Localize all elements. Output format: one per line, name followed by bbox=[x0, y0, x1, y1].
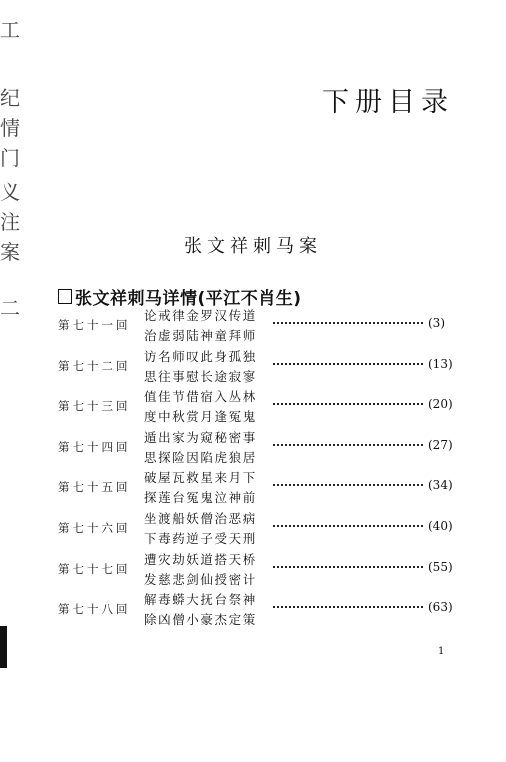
chapter-group-title: 张文祥刺马详情(平江不肖生) bbox=[75, 289, 302, 309]
chapter-title bbox=[144, 306, 257, 346]
spine-bleed bbox=[0, 0, 20, 762]
section-heading: 下册目录 bbox=[322, 87, 454, 118]
page-reference: (40) bbox=[428, 518, 453, 533]
dot-leader bbox=[273, 606, 423, 608]
dot-leader bbox=[273, 444, 423, 446]
spine-mark: 工 bbox=[0, 18, 20, 42]
chapter-title-line: 坐渡船妖僧治恶病 bbox=[144, 510, 257, 526]
toc-entry[interactable] bbox=[58, 347, 458, 388]
toc-entry[interactable] bbox=[58, 468, 458, 509]
chapter-number: 第七十一回 bbox=[58, 318, 131, 332]
chapter-title-line: 访名师叹此身孤独 bbox=[144, 348, 257, 364]
page-reference: (20) bbox=[428, 397, 453, 412]
chapter-title-line: 破屋瓦救星来月下 bbox=[144, 470, 257, 486]
chapter-number: 第七十八回 bbox=[58, 602, 131, 617]
spine-mark: 二 bbox=[0, 296, 20, 320]
page-reference: (3) bbox=[428, 316, 445, 330]
dot-leader bbox=[273, 322, 423, 324]
chapter-title-line: 解毒蟒大抚台祭神 bbox=[144, 592, 257, 608]
chapter-title-line: 下毒药逆子受天刑 bbox=[144, 530, 257, 546]
page-reference: (27) bbox=[428, 437, 453, 452]
chapter-title-line: 探莲台冤鬼泣神前 bbox=[144, 490, 257, 506]
chapter-title bbox=[144, 550, 257, 590]
chapter-number: 第七十三回 bbox=[58, 399, 131, 414]
toc-entry[interactable] bbox=[58, 550, 458, 591]
spine-dark-bar bbox=[0, 626, 7, 668]
chapter-title-line: 度中秋赏月逢冤鬼 bbox=[144, 409, 257, 425]
page-reference: (13) bbox=[428, 356, 453, 371]
chapter-title bbox=[144, 509, 257, 549]
chapter-number: 第七十六回 bbox=[58, 520, 131, 535]
chapter-title-line: 遭灾劫妖道搭天桥 bbox=[144, 551, 257, 567]
spine-mark: 注 bbox=[0, 210, 20, 234]
chapter-title bbox=[144, 347, 257, 387]
chapter-title-line: 发慈悲剑仙授密计 bbox=[144, 571, 257, 587]
table-of-contents bbox=[58, 306, 458, 631]
chapter-number: 第七十四回 bbox=[58, 439, 131, 454]
chapter-title-line: 论戒律金罗汉传道 bbox=[144, 308, 257, 323]
toc-entry[interactable] bbox=[58, 428, 458, 469]
spine-mark: 义 bbox=[0, 180, 20, 204]
chapter-title-line: 值佳节借宿入丛林 bbox=[144, 389, 257, 405]
page-reference: (34) bbox=[428, 478, 453, 493]
chapter-title-line: 遁出家为窥秘密事 bbox=[144, 429, 257, 445]
toc-entry[interactable] bbox=[58, 509, 458, 550]
dot-leader bbox=[273, 403, 423, 405]
checkbox-square-icon bbox=[58, 289, 72, 304]
toc-entry[interactable] bbox=[58, 306, 458, 347]
spine-mark: 案 bbox=[0, 240, 20, 264]
page-number: 1 bbox=[438, 646, 445, 657]
dot-leader bbox=[273, 566, 423, 568]
chapter-number: 第七十二回 bbox=[58, 358, 131, 373]
chapter-number: 第七十五回 bbox=[58, 480, 131, 495]
chapter-title bbox=[144, 468, 257, 508]
spine-mark: 纪 bbox=[0, 86, 20, 110]
dot-leader bbox=[273, 525, 423, 527]
page-reference: (63) bbox=[428, 600, 453, 615]
toc-entry[interactable] bbox=[58, 387, 458, 428]
chapter-title bbox=[144, 428, 257, 468]
chapter-title bbox=[144, 590, 257, 630]
dot-leader bbox=[273, 363, 423, 365]
chapter-number: 第七十七回 bbox=[58, 561, 131, 576]
chapter-title-line: 除凶僧小豪杰定策 bbox=[144, 612, 257, 628]
toc-entry[interactable] bbox=[58, 590, 458, 631]
dot-leader bbox=[273, 484, 423, 486]
page-reference: (55) bbox=[428, 559, 453, 574]
chapter-title-line: 思探险因陷虎狼居 bbox=[144, 449, 257, 465]
story-title: 张文祥刺马案 bbox=[184, 236, 322, 257]
chapter-title-line: 治虚弱陆神童拜师 bbox=[144, 328, 257, 343]
spine-mark: 情 bbox=[0, 116, 20, 140]
chapter-title bbox=[144, 387, 257, 427]
spine-mark: 门 bbox=[0, 146, 20, 170]
chapter-title-line: 思往事慰长途寂寥 bbox=[144, 368, 257, 384]
